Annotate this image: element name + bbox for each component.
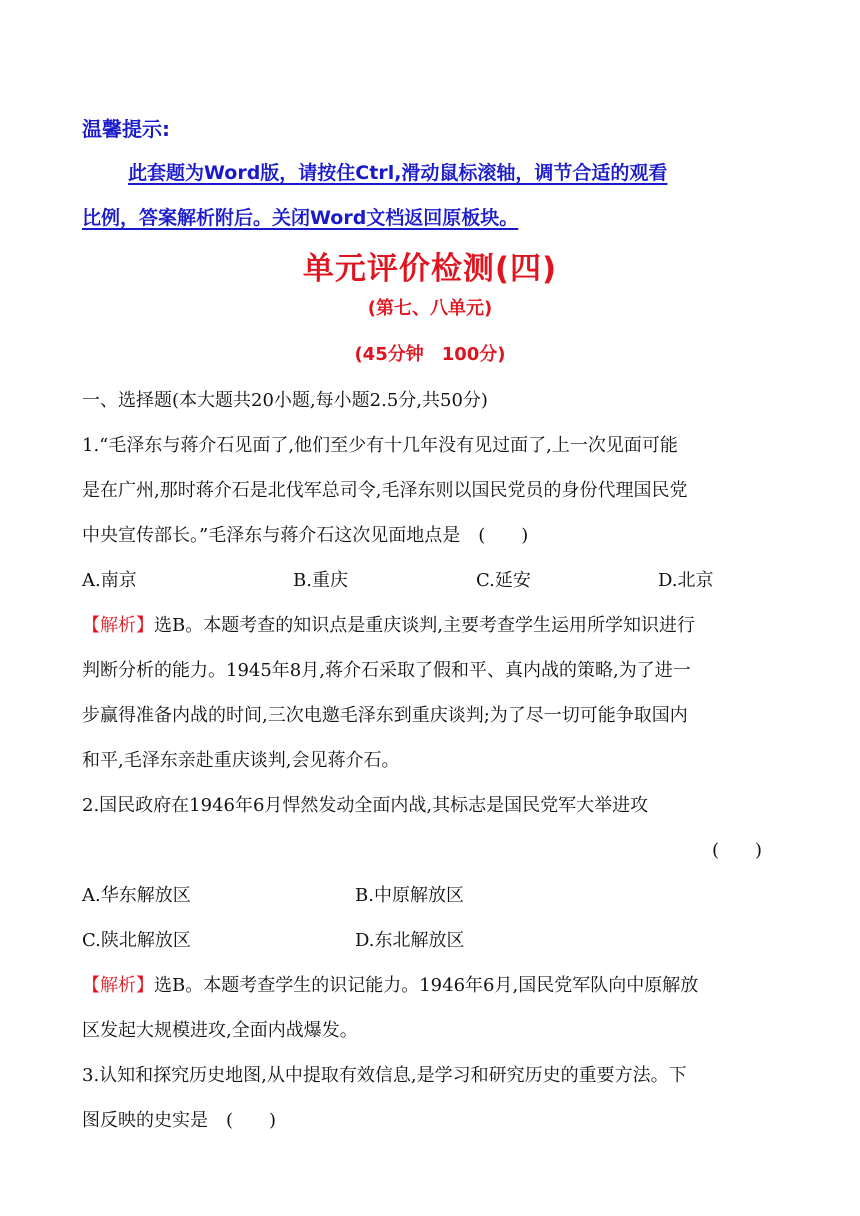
q2-analysis-line-1	[82, 971, 698, 997]
q1-line-2: 是在广州,那时蒋介石是北伐军总司令,毛泽东则以国民党员的身份代理国民党	[82, 480, 688, 501]
q3-line-2: 图反映的史实是 ( )	[82, 1110, 277, 1131]
q1-option-d: D.北京	[658, 570, 714, 591]
q2-option-c: C.陕北解放区	[82, 930, 191, 951]
page-subtitle: (第七、八单元)	[367, 298, 493, 319]
exam-timing: (45分钟 100分)	[354, 344, 506, 365]
q1-analysis-line-3: 步赢得准备内战的时间,三次电邀毛泽东到重庆谈判;为了尽一切可能争取国内	[82, 705, 688, 726]
q1-analysis-line-4: 和平,毛泽东亲赴重庆谈判,会见蒋介石。	[82, 750, 400, 771]
analysis-tag: 【解析】	[82, 975, 154, 996]
q1-analysis-text-1: 选B。本题考查的知识点是重庆谈判,主要考查学生运用所学知识进行	[154, 615, 695, 636]
q1-analysis-line-1	[82, 611, 695, 637]
tip-line-2: 比例，答案解析附后。关闭Word文档返回原板块。	[82, 207, 519, 229]
q1-option-b: B.重庆	[293, 570, 348, 591]
q1-line-3: 中央宣传部长。”毛泽东与蒋介石这次见面地点是 ( )	[82, 525, 529, 546]
q1-option-c: C.延安	[476, 570, 531, 591]
q2-option-b: B.中原解放区	[355, 885, 464, 906]
page-title: 单元评价检测(四)	[302, 251, 558, 287]
tip-title: 温馨提示:	[82, 117, 170, 141]
q3-line-1: 3.认知和探究历史地图,从中提取有效信息,是学习和研究历史的重要方法。下	[82, 1065, 687, 1086]
q1-analysis-line-2: 判断分析的能力。1945年8月,蒋介石采取了假和平、真内战的策略,为了进一	[82, 660, 691, 681]
q2-analysis-text-1: 选B。本题考查学生的识记能力。1946年6月,国民党军队向中原解放	[154, 975, 699, 996]
q1-option-a: A.南京	[82, 570, 137, 591]
section-heading: 一、选择题(本大题共20小题,每小题2.5分,共50分)	[82, 390, 488, 411]
q1-line-1: 1.“毛泽东与蒋介石见面了,他们至少有十几年没有见过面了,上一次见面可能	[82, 435, 678, 456]
q2-analysis-line-2: 区发起大规模进攻,全面内战爆发。	[82, 1020, 358, 1041]
tip-line-1: 此套题为Word版，请按住Ctrl,滑动鼠标滚轴，调节合适的观看	[128, 162, 668, 184]
q2-answer-bracket: ( )	[712, 840, 763, 861]
q2-option-d: D.东北解放区	[355, 930, 465, 951]
q2-line-1: 2.国民政府在1946年6月悍然发动全面内战,其标志是国民党军大举进攻	[82, 795, 649, 816]
q2-option-a: A.华东解放区	[82, 885, 191, 906]
analysis-tag: 【解析】	[82, 615, 154, 636]
